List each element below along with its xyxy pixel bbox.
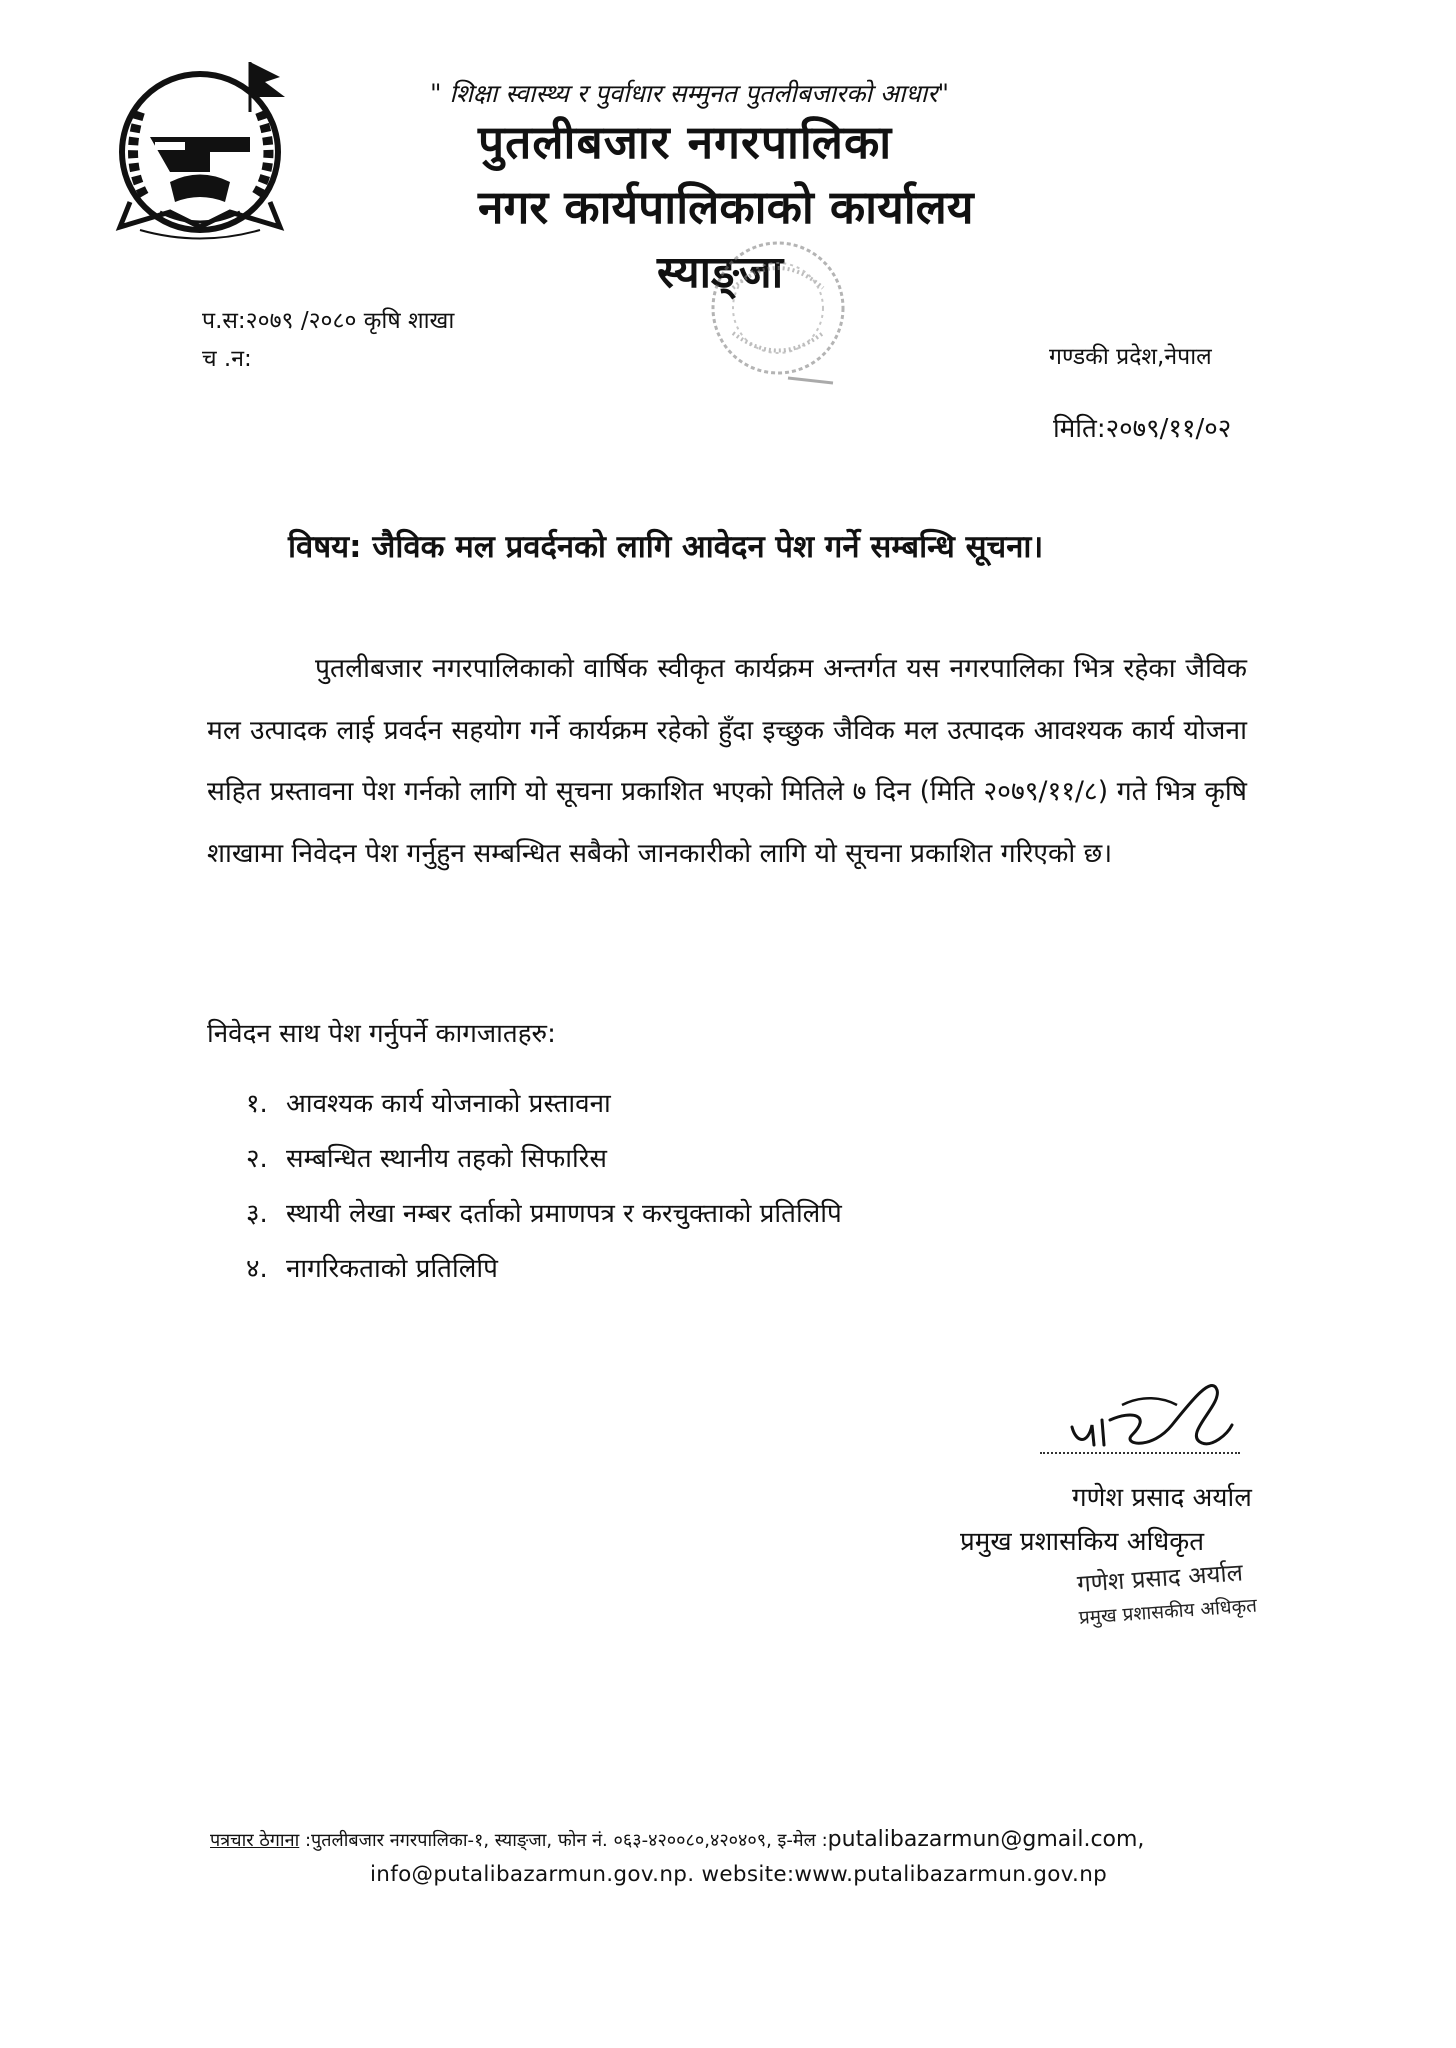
nepal-emblem-icon — [100, 52, 315, 242]
province-label: गण्डकी प्रदेश,नेपाल — [1049, 344, 1212, 370]
signatory-title: प्रमुख प्रशासकिय अधिकृत — [960, 1527, 1205, 1557]
signatory-name: गणेश प्रसाद अर्याल — [1072, 1483, 1252, 1513]
footer-label: पत्रचार ठेगाना — [210, 1830, 300, 1851]
district-name: स्याङ्जा — [657, 247, 784, 298]
requirements-heading: निवेदन साथ पेश गर्नुपर्ने कागजातहरु: — [207, 1019, 556, 1049]
office-stamp-icon — [693, 228, 868, 398]
municipality-name: पुतलीबजार नगरपालिका — [478, 115, 893, 169]
title-stamp: प्रमुख प्रशासकीय अधिकृत — [1078, 1594, 1258, 1629]
footer-address: :पुतलीबजार नगरपालिका-१, स्याङ्जा, फोन नं. ०६३-४२००८०,४२०४०९, इ-मेल : — [299, 1830, 828, 1851]
footer-contact — [210, 1827, 1144, 1852]
list-item: ३. स्थायी लेखा नम्बर दर्ताको प्रमाणपत्र र करचुक्ताको प्रतिलिपि — [246, 1199, 842, 1229]
letter-date: मिति:२०७९/११/०२ — [1053, 414, 1232, 444]
list-item: १. आवश्यक कार्य योजनाको प्रस्तावना — [246, 1089, 611, 1119]
list-item: ४. नागरिकताको प्रतिलिपि — [246, 1254, 498, 1284]
requirements-list — [246, 1084, 842, 1304]
footer-email[interactable]: putalibazarmun@gmail.com, — [827, 1827, 1145, 1852]
reference-number: प.स:२०७९ /२०८० कृषि शाखा — [202, 308, 455, 334]
footer-web[interactable]: info@putalibazarmun.gov.np. website:www.putalibazarmun.gov.np — [370, 1862, 1108, 1887]
office-motto: " शिक्षा स्वास्थ्य र पुर्वाधार सम्मुनत पुतलीबजारको आधार" — [430, 79, 950, 108]
notice-subject: विषय: जैविक मल प्रवर्दनको लागि आवेदन पेश गर्ने सम्बन्धि सूचना। — [288, 529, 1044, 565]
handwritten-signature — [1062, 1365, 1237, 1455]
notice-body: पुतलीबजार नगरपालिकाको वार्षिक स्वीकृत कार्यक्रम अन्तर्गत यस नगरपालिका भित्र रहेका जैविक मल उत्पादक लाई प्रवर्दन सहयोग गर्ने कार्यक्रम रहेको हुँदा इच्छुक जैविक मल उत्पादक आवश्यक कार्य योजना सहित प्रस्तावना पेश गर्नको लागि यो सूचना प्रकाशित भएको मितिले ७ दिन (मिति २०७९/११/८) गते भित्र कृषि शाखामा निवेदन पेश गर्नुहुन सम्बन्धित सबैको जानकारीको लागि यो सूचना प्रकाशित गरिएको छ। — [207, 653, 1247, 869]
signature-line — [1040, 1452, 1240, 1454]
name-stamp: गणेश प्रसाद अर्याल — [1076, 1558, 1244, 1598]
office-name: नगर कार्यपालिकाको कार्यालय — [478, 180, 974, 234]
list-item: २. सम्बन्धित स्थानीय तहको सिफारिस — [246, 1144, 607, 1174]
dispatch-number: च .न: — [202, 346, 252, 372]
